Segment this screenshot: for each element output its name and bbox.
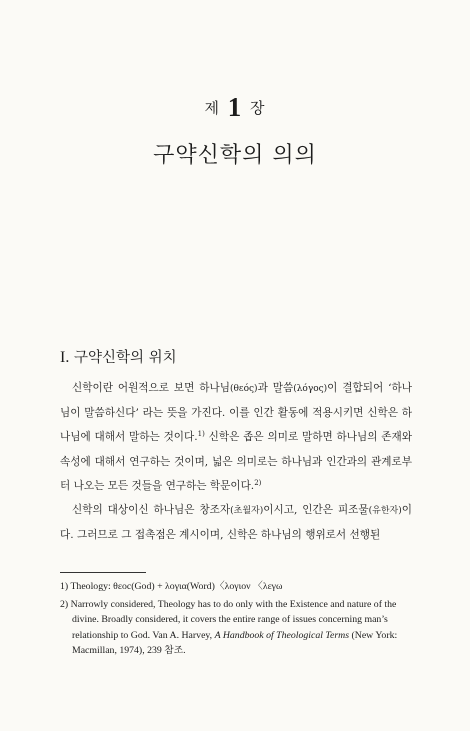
footnote-2-mark: 2) [60,598,69,610]
p2-paren-creature: (유한자) [368,506,402,517]
footnote-divider [60,572,146,573]
chapter-prefix: 제 [204,99,220,117]
chapter-suffix: 장 [250,99,266,117]
footnote-ref-1[interactable]: 1) [197,430,205,439]
p2-text-a: 신학의 대상이신 하나님은 창조자 [72,504,231,517]
p2-text-c: 이다. 그러므로 그 접촉점은 계시이며, 신학은 하나님의 행위로서 선행된 [60,504,412,542]
p1-text-b: 과 말씀 [257,382,294,394]
section-roman-numeral: I. [60,349,70,366]
section-title: 구약신학의 위치 [73,350,177,366]
chapter-number: 1 [227,92,243,122]
p2-text-b: 이시고, 인간은 피조물 [263,504,369,517]
body-text [60,376,412,547]
footnote-2-book-title: A Handbook of Theological Terms [214,629,350,641]
paragraph-1 [60,376,412,498]
footnote-ref-2[interactable]: 2) [254,478,262,487]
footnote-1 [60,579,415,595]
p1-text-c: 이 결합되어 ‘하나님이 말씀하신다’ 라는 뜻을 가진다. 이를 인간 활동에 적용시키면 신학은 하나님에 대해서 말하는 것이다. [60,382,412,444]
p1-greek-theos: (θεός) [230,384,258,394]
footnote-2-text: Narrowly considered, Theology has to do only with the Existence and nature of the divine. Broadly considered, it covers the entire range of issues concerning man’s relationship to God. Van A. Harvey, [70,598,397,641]
footnote-1-mark: 1) [60,581,69,592]
footnote-1-text: Theology: θεοc(God) + λογια(Word)〈λογιον 〈λεγω [70,581,283,592]
footnotes [60,579,415,661]
p1-text-d: 신학은 좁은 의미로 말하면 하나님의 존재와 속성에 대해서 연구하는 것이며, 넓은 의미로는 하나님과 인간과의 관계로부터 나오는 모든 것들을 연구하는 학문이다. [60,431,412,492]
p1-greek-logos: (λόγος) [293,384,328,394]
p2-paren-creator: (초월자) [230,506,264,517]
chapter-title: 구약신학의 의의 [153,143,317,168]
section-heading [60,346,177,367]
p1-text-a: 신학이란 어원적으로 보면 하나님 [72,382,230,394]
footnote-2 [60,597,415,659]
chapter-label [0,92,470,123]
footnote-2-publication: (New York: Macmillan, 1974), 239 참조. [72,629,398,656]
paragraph-2 [60,498,412,547]
